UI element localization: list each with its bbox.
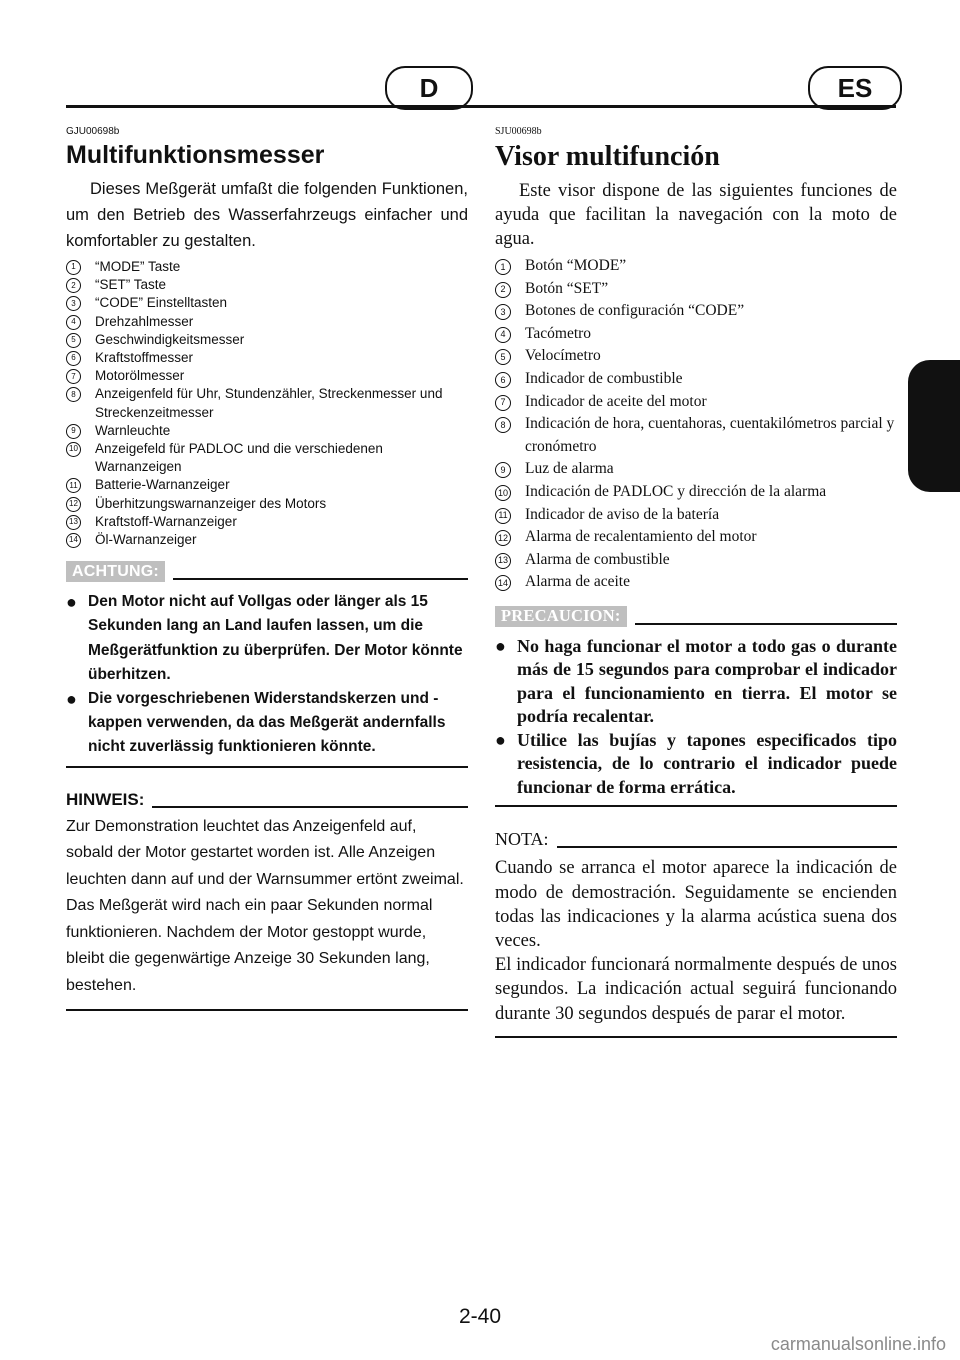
list-item: 5 Geschwindigkeitsmesser — [66, 331, 468, 349]
list-item: 14 Öl-Warnanzeiger — [66, 531, 468, 549]
item-number: 14 — [495, 575, 511, 591]
list-item: 8 Anzeigenfeld für Uhr, Stundenzähler, Streckenmesser und Streckenzeitmesser — [66, 385, 468, 421]
list-item: 9 Luz de alarma — [495, 458, 897, 481]
list-item: 4 Tacómetro — [495, 323, 897, 346]
caution-end-rule — [495, 805, 897, 807]
item-number: 12 — [66, 497, 81, 512]
watermark-text: carmanualsonline.info — [770, 1334, 946, 1354]
caution-rule — [173, 578, 468, 580]
item-number: 13 — [495, 553, 511, 569]
parts-list — [66, 258, 468, 549]
list-item: 2 “SET” Taste — [66, 276, 468, 294]
section-title: Multifunktionsmesser — [66, 141, 325, 169]
caution-item: ● Die vorgeschriebenen Widerstandskerzen und -kappen verwenden, da das Meßgerät andernfalls nicht zuverlässig funktionieren könnte. — [66, 689, 446, 756]
list-item: 7 Indicador de aceite del motor — [495, 391, 897, 414]
header-rule — [66, 105, 896, 108]
note-paragraph: Cuando se arranca el motor aparece la indicación de modo de demostración. Seguidamente se encienden todas las indicaciones y la alarma acústica suena dos veces. — [495, 858, 897, 952]
bullet-icon: ● — [495, 635, 506, 656]
note-end-rule — [66, 1009, 468, 1011]
language-tab-spanish: ES — [808, 66, 902, 110]
section-code: GJU00698b — [66, 126, 120, 137]
list-item: 13 Alarma de combustible — [495, 549, 897, 572]
note-label: NOTA: — [495, 829, 549, 850]
item-number: 12 — [495, 530, 511, 546]
note-rule — [557, 846, 897, 848]
chapter-side-tab — [908, 360, 960, 492]
item-number: 3 — [495, 304, 511, 320]
caution-end-rule — [66, 766, 468, 768]
list-item: 9 Warnleuchte — [66, 422, 468, 440]
list-item: 4 Drehzahlmesser — [66, 313, 468, 331]
item-number: 10 — [495, 485, 511, 501]
item-number: 2 — [66, 278, 81, 293]
caution-header — [495, 606, 897, 627]
caution-list — [495, 635, 897, 800]
item-number: 5 — [495, 349, 511, 365]
item-number: 14 — [66, 533, 81, 548]
list-item: 6 Kraftstoffmesser — [66, 349, 468, 367]
caution-label: ACHTUNG: — [66, 561, 165, 582]
list-item: 1 Botón “MODE” — [495, 255, 897, 278]
intro-paragraph: Este visor dispone de las siguientes funciones de ayuda que facilitan la navegación con la moto de agua. — [495, 181, 897, 249]
bullet-icon: ● — [66, 592, 77, 613]
list-item: 3 “CODE” Einstelltasten — [66, 294, 468, 312]
item-number: 9 — [495, 462, 511, 478]
list-item: 2 Botón “SET” — [495, 278, 897, 301]
list-item: 12 Überhitzungswarnanzeiger des Motors — [66, 495, 468, 513]
item-number: 4 — [66, 315, 81, 330]
note-paragraph: Zur Demonstration leuchtet das Anzeigenfeld auf, sobald der Motor gestartet worden ist. Alle Anzeigen leuchten dann auf und der Warnsummer ertönt zweimal. — [66, 817, 464, 888]
item-number: 9 — [66, 424, 81, 439]
parts-list — [495, 255, 897, 594]
item-number: 6 — [66, 351, 81, 366]
item-number: 4 — [495, 327, 511, 343]
item-number: 1 — [495, 259, 511, 275]
item-number: 3 — [66, 296, 81, 311]
list-item: 7 Motorölmesser — [66, 367, 468, 385]
page-number: 2-40 — [458, 1305, 502, 1328]
list-item: 12 Alarma de recalentamiento del motor — [495, 526, 897, 549]
list-item: 13 Kraftstoff-Warnanzeiger — [66, 513, 468, 531]
caution-item: ● Den Motor nicht auf Vollgas oder länger als 15 Sekunden lang an Land laufen lassen, um die Meßgerätfunktion zu überprüfen. Der Motor könnte überhitzen. — [66, 592, 463, 683]
spanish-column — [495, 120, 897, 1038]
caution-rule — [635, 623, 897, 625]
note-label: HINWEIS: — [66, 789, 145, 809]
list-item: 10 Indicación de PADLOC y dirección de la alarma — [495, 481, 897, 504]
item-number: 5 — [66, 333, 81, 348]
item-number: 7 — [495, 395, 511, 411]
caution-item: ● No haga funcionar el motor a todo gas o durante más de 15 segundos para comprobar el indicador para el funcionamiento en tierra. El motor se podría recalentar. — [495, 635, 897, 727]
item-number: 7 — [66, 369, 81, 384]
section-code: SJU00698b — [495, 126, 542, 137]
section-title: Visor multifunción — [495, 141, 720, 172]
note-header — [495, 829, 897, 850]
list-item: 8 Indicación de hora, cuentahoras, cuentakilómetros parcial y cronómetro — [495, 413, 897, 458]
note-rule — [152, 806, 468, 808]
item-number: 6 — [495, 372, 511, 388]
list-item: 11 Indicador de aviso de la batería — [495, 504, 897, 527]
item-number: 2 — [495, 282, 511, 298]
item-number: 8 — [495, 417, 511, 433]
list-item: 1 “MODE” Taste — [66, 258, 468, 276]
language-tab-german: D — [385, 66, 473, 110]
caution-label: PRECAUCION: — [495, 606, 627, 627]
intro-paragraph: Dieses Meßgerät umfaßt die folgenden Funktionen, um den Betrieb des Wasserfahrzeugs einfacher und komfortabler zu gestalten. — [66, 180, 468, 250]
list-item: 5 Velocímetro — [495, 345, 897, 368]
note-header — [66, 790, 468, 810]
list-item: 10 Anzeigefeld für PADLOC und die verschiedenen Warnanzeigen — [66, 440, 468, 476]
caution-list — [66, 590, 468, 759]
note-paragraph: El indicador funcionará normalmente después de unos segundos. La indicación actual seguirá funcionando durante 30 segundos después de parar el motor. — [495, 955, 897, 1024]
list-item: 11 Batterie-Warnanzeiger — [66, 476, 468, 494]
item-number: 11 — [66, 478, 81, 493]
caution-item: ● Utilice las bujías y tapones especificados tipo resistencia, de lo contrario el indicador puede funcionar de forma errática. — [495, 729, 897, 797]
bullet-icon: ● — [66, 689, 77, 710]
bullet-icon: ● — [495, 729, 506, 750]
note-paragraph: Das Meßgerät wird nach ein paar Sekunden normal funktionieren. Nachdem der Motor gestoppt wurde, bleibt die gegenwärtige Anzeige 30 Sekunden lang, bestehen. — [66, 897, 433, 994]
item-number: 8 — [66, 387, 81, 402]
item-number: 10 — [66, 442, 81, 457]
note-end-rule — [495, 1036, 897, 1038]
list-item: 3 Botones de configuración “CODE” — [495, 300, 897, 323]
item-number: 13 — [66, 515, 81, 530]
caution-header — [66, 561, 468, 582]
list-item: 14 Alarma de aceite — [495, 571, 897, 594]
list-item: 6 Indicador de combustible — [495, 368, 897, 391]
german-column — [66, 120, 468, 1011]
item-number: 1 — [66, 260, 81, 275]
item-number: 11 — [495, 508, 511, 524]
